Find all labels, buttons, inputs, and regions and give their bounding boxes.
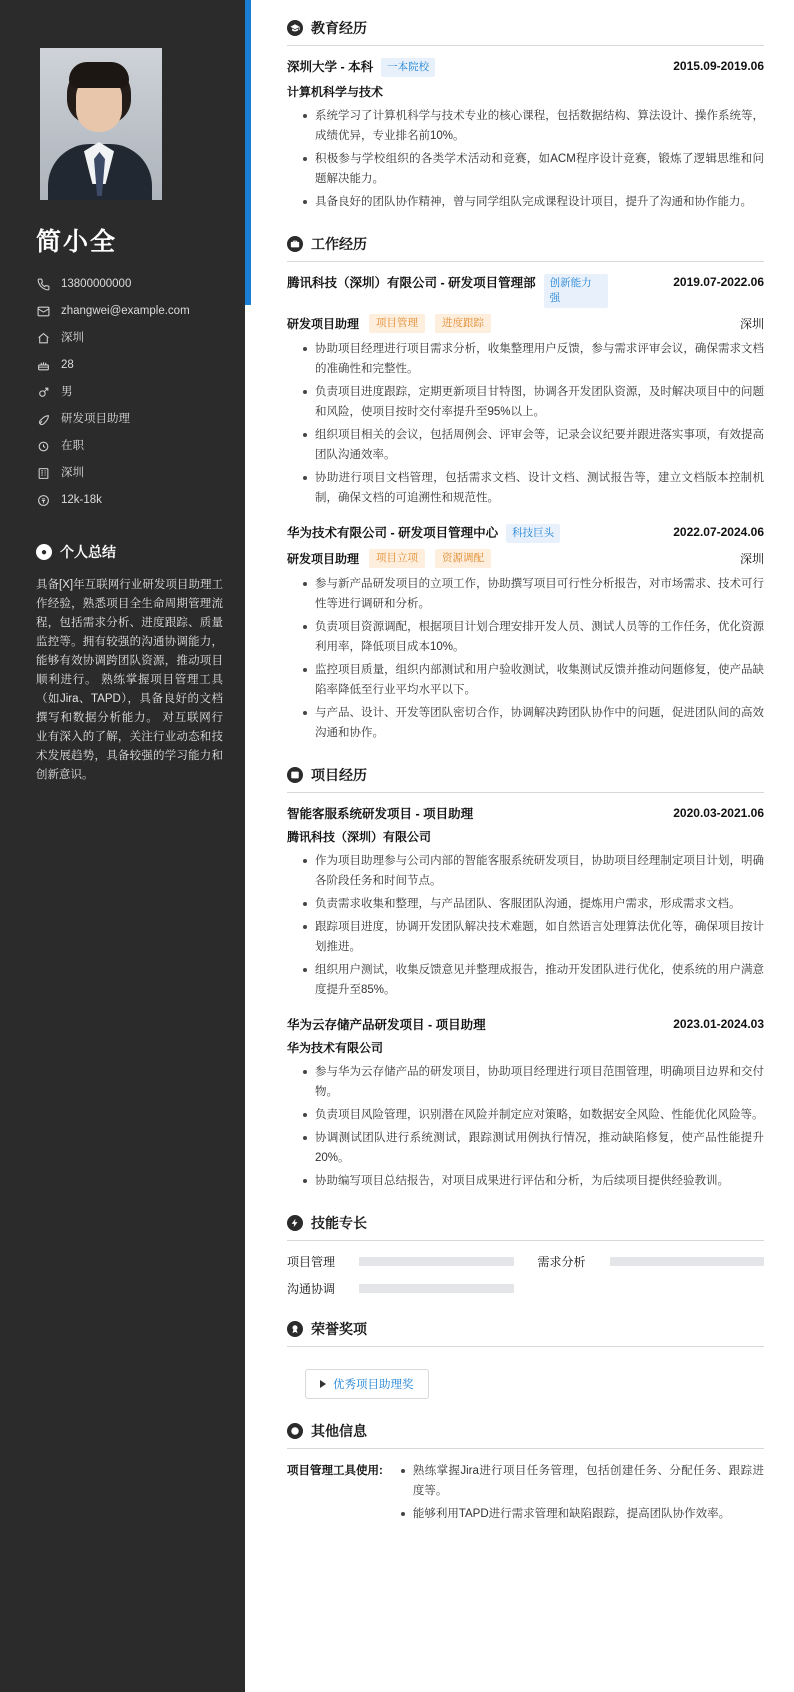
status-icon [36, 439, 51, 454]
list-item: 参与华为云存储产品的研发项目，协助项目经理进行项目范围管理，明确项目边界和交付物。 [303, 1062, 764, 1102]
accent-bar [245, 0, 251, 305]
list-item: 协助进行项目文档管理，包括需求文档、设计文档、测试报告等，建立文档版本控制机制，确保文档的可追溯性和规范性。 [303, 468, 764, 508]
section-honors [287, 1319, 764, 1399]
project-bullets [287, 851, 764, 1000]
salary-icon [36, 493, 51, 508]
honor-item [305, 1369, 429, 1399]
divider [287, 1240, 764, 1241]
project-entry [287, 1016, 764, 1191]
work-entry [287, 524, 764, 743]
project-company: 腾讯科技（深圳）有限公司 [287, 830, 432, 844]
list-item: 跟踪项目进度，协调开发团队解决技术难题，如自然语言处理算法优化等，确保项目按计划推进。 [303, 917, 764, 957]
honor-label: 优秀项目助理奖 [333, 1379, 414, 1391]
contact-workplace-value: 深圳 [61, 467, 84, 479]
award-icon [287, 1321, 303, 1337]
section-education [287, 18, 764, 212]
divider [287, 261, 764, 262]
other-title: 其他信息 [311, 1423, 367, 1439]
skill-bar [359, 1257, 514, 1266]
list-item: 监控项目质量，组织内部测试和用户验收测试，收集测试反馈并推动问题修复，使产品缺陷率降低至行业平均水平以下。 [303, 660, 764, 700]
contact-phone [36, 276, 223, 292]
role-tag: 项目立项 [369, 549, 425, 568]
company-tag: 创新能力强 [544, 274, 608, 308]
skill-item [538, 1253, 765, 1270]
contact-age-value: 28 [61, 359, 74, 371]
work-date: 2022.07-2024.06 [673, 525, 764, 539]
job-city: 深圳 [739, 552, 764, 566]
company-name: 腾讯科技（深圳）有限公司 - 研发项目管理部 [287, 276, 536, 290]
work-title: 工作经历 [311, 236, 367, 252]
other-row [287, 1461, 764, 1527]
section-skills [287, 1213, 764, 1297]
skill-item [287, 1280, 514, 1297]
avatar [40, 48, 162, 200]
education-bullets [287, 106, 764, 212]
skill-label: 需求分析 [537, 1255, 586, 1269]
skill-bar [610, 1257, 765, 1266]
skill-bar [359, 1284, 514, 1293]
divider [287, 45, 764, 46]
section-other [287, 1421, 764, 1527]
job-role: 研发项目助理 [287, 317, 360, 331]
divider [287, 792, 764, 793]
skill-label: 沟通协调 [287, 1282, 336, 1296]
list-item: 熟练掌握Jira进行项目任务管理，包括创建任务、分配任务、跟踪进度等。 [401, 1461, 764, 1501]
contact-location-value: 深圳 [61, 332, 84, 344]
contact-age [36, 357, 223, 373]
project-company: 华为技术有限公司 [287, 1041, 384, 1055]
work-header [287, 234, 764, 254]
main-content [245, 0, 794, 1692]
building-icon [36, 466, 51, 481]
project-bullets [287, 1062, 764, 1191]
list-item: 与产品、设计、开发等团队密切合作，协调解决跨团队协作中的问题，促进团队间的高效沟通和协作。 [303, 703, 764, 743]
list-item: 组织用户测试，收集反馈意见并整理成报告，推动开发团队进行优化，使系统的用户满意度提升至85%。 [303, 960, 764, 1000]
work-entry [287, 274, 764, 508]
list-item: 协调测试团队进行系统测试，跟踪测试用例执行情况，推动缺陷修复，使产品性能提升20%。 [303, 1128, 764, 1168]
section-projects [287, 765, 764, 1191]
mail-icon [36, 304, 51, 319]
divider [287, 1448, 764, 1449]
sidebar [0, 0, 245, 1692]
education-header [287, 18, 764, 38]
work-bullets [287, 574, 764, 743]
project-name: 智能客服系统研发项目 - 项目助理 [287, 807, 474, 821]
home-icon [36, 331, 51, 346]
contact-phone-value: 13800000000 [61, 278, 132, 290]
summary-title-text: 个人总结 [60, 544, 116, 560]
contact-position [36, 411, 223, 427]
job-role: 研发项目助理 [287, 552, 360, 566]
other-bullets [391, 1461, 764, 1527]
skill-item [287, 1253, 514, 1270]
project-icon [287, 767, 303, 783]
school-name: 深圳大学 - 本科 [287, 60, 374, 74]
contact-email-value: zhangwei@example.com [61, 305, 190, 317]
school-tag: 一本院校 [381, 58, 435, 77]
company-tag: 科技巨头 [506, 524, 560, 543]
candidate-name: 简小全 [36, 228, 118, 256]
list-item: 具备良好的团队协作精神，曾与同学组队完成课程设计项目，提升了沟通和协作能力。 [303, 192, 764, 212]
honors-title: 荣誉奖项 [311, 1321, 367, 1337]
list-item: 负责项目资源调配，根据项目计划合理安排开发人员、测试人员等的工作任务，优化资源利用率，降低项目成本10%。 [303, 617, 764, 657]
section-work [287, 234, 764, 743]
person-icon: ● [36, 544, 52, 560]
list-item: 协助项目经理进行项目需求分析，收集整理用户反馈，参与需求评审会议，确保需求文档的准确性和完整性。 [303, 339, 764, 379]
work-bullets [287, 339, 764, 508]
skills-header [287, 1213, 764, 1233]
briefcase-icon [287, 236, 303, 252]
contact-salary [36, 492, 223, 508]
honors-header [287, 1319, 764, 1339]
project-entry [287, 805, 764, 1000]
education-major: 计算机科学与技术 [287, 85, 384, 99]
phone-icon [36, 277, 51, 292]
project-date: 2023.01-2024.03 [673, 1017, 764, 1031]
graduation-icon [287, 20, 303, 36]
projects-header [287, 765, 764, 785]
role-tag: 进度跟踪 [435, 314, 491, 333]
job-city: 深圳 [739, 317, 764, 331]
contact-status-value: 在职 [61, 440, 84, 452]
education-date: 2015.09-2019.06 [673, 59, 764, 73]
gender-icon [36, 385, 51, 400]
role-tag: 项目管理 [369, 314, 425, 333]
project-date: 2020.03-2021.06 [673, 806, 764, 820]
contact-workplace [36, 465, 223, 481]
other-header [287, 1421, 764, 1441]
skill-icon [287, 1215, 303, 1231]
role-tag: 资源调配 [435, 549, 491, 568]
contact-gender-value: 男 [61, 386, 73, 398]
skills-grid [287, 1253, 764, 1297]
company-name: 华为技术有限公司 - 研发项目管理中心 [287, 526, 499, 540]
projects-title: 项目经历 [311, 767, 367, 783]
list-item: 负责项目进度跟踪，定期更新项目甘特图，协调各开发团队资源，及时解决项目中的问题和风险，使项目按时交付率提升至95%以上。 [303, 382, 764, 422]
list-item: 系统学习了计算机科学与技术专业的核心课程，包括数据结构、算法设计、操作系统等，成绩优异，专业排名前10%。 [303, 106, 764, 146]
contact-salary-value: 12k-18k [61, 494, 102, 506]
list-item: 负责项目风险管理，识别潜在风险并制定应对策略，如数据安全风险、性能优化风险等。 [303, 1105, 764, 1125]
education-entry [287, 58, 764, 212]
list-item: 负责需求收集和整理，与产品团队、客服团队沟通，提炼用户需求，形成需求文档。 [303, 894, 764, 914]
list-item: 作为项目助理参与公司内部的智能客服系统研发项目，协助项目经理制定项目计划，明确各阶段任务和时间节点。 [303, 851, 764, 891]
education-title: 教育经历 [311, 20, 367, 36]
contact-list [36, 276, 223, 508]
skill-label: 项目管理 [287, 1255, 336, 1269]
list-item: 参与新产品研发项目的立项工作，协助撰写项目可行性分析报告，对市场需求、技术可行性等进行调研和分析。 [303, 574, 764, 614]
summary-text: 具备[X]年互联网行业研发项目助理工作经验，熟悉项目全生命周期管理流程，包括需求分析、进度跟踪、质量监控等。拥有较强的沟通协调能力，能够有效协调跨团队资源，推动项目顺利进行。 熟练掌握项目管理工具（如Jira、TAPD），具备良好的文档撰写和数据分析能力。 对互联网行业有深入的了解，关注行业动态和技术发展趋势，具备较强的学习能力和创新意识。 [36, 579, 223, 781]
work-date: 2019.07-2022.06 [673, 275, 764, 289]
list-item: 组织项目相关的会议，包括周例会、评审会等，记录会议纪要并跟进落实事项，有效提高团队沟通效率。 [303, 425, 764, 465]
contact-position-value: 研发项目助理 [61, 413, 130, 425]
contact-email [36, 303, 223, 319]
contact-gender [36, 384, 223, 400]
project-name: 华为云存储产品研发项目 - 项目助理 [287, 1018, 486, 1032]
contact-status [36, 438, 223, 454]
other-icon [287, 1423, 303, 1439]
contact-location [36, 330, 223, 346]
other-key: 项目管理工具使用: [287, 1465, 383, 1477]
list-item: 积极参与学校组织的各类学术活动和竞赛，如ACM程序设计竞赛，锻炼了逻辑思维和问题解决能力。 [303, 149, 764, 189]
divider [287, 1346, 764, 1347]
skills-title: 技能专长 [311, 1215, 367, 1231]
list-item: 协助编写项目总结报告，对项目成果进行评估和分析，为后续项目提供经验教训。 [303, 1171, 764, 1191]
rocket-icon [36, 412, 51, 427]
summary-section-title [36, 542, 223, 562]
cake-icon [36, 358, 51, 373]
list-item: 能够利用TAPD进行需求管理和缺陷跟踪，提高团队协作效率。 [401, 1504, 764, 1524]
play-triangle-icon [320, 1380, 326, 1388]
